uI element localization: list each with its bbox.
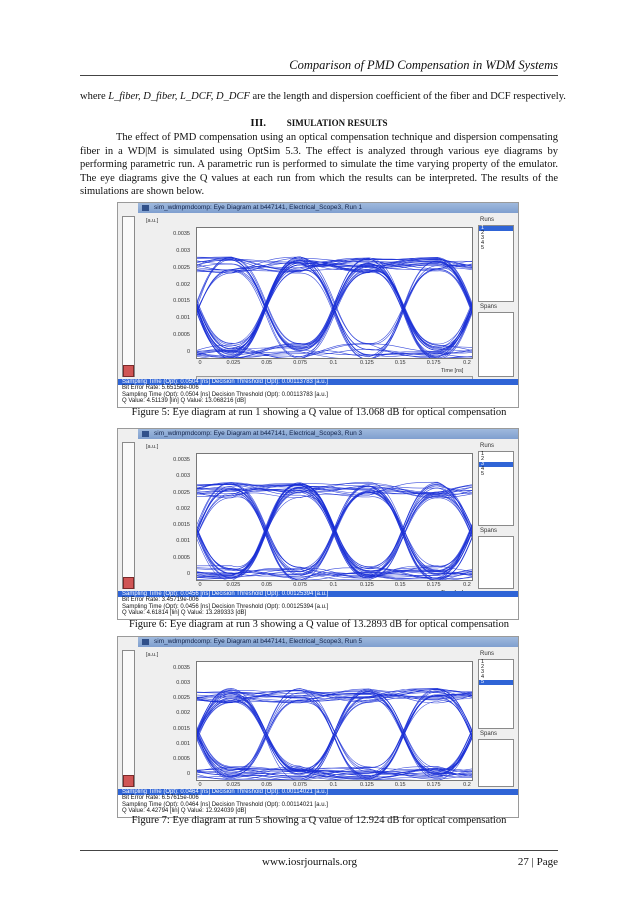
status-line: Bit Error Rate: 6.57615e-006 [122,795,199,802]
eye-plot-area [196,227,473,359]
run-item[interactable]: 4 [481,240,485,246]
run-item[interactable]: 1 [481,451,485,457]
status-line: Sampling Time (Opt): 0.0504 [ns] Decision Threshold (Opt): 0.00113783 [a.u.] [118,379,518,385]
x-tick-label: 0.175 [426,582,441,588]
figure-caption: Figure 6: Eye diagram at run 3 showing a Q value of 13.2893 dB for optical compensation [129,619,509,630]
y-tick-label: 0.0035 [173,231,190,237]
journal-running-title: Comparison of PMD Compensation in WDM Systems [289,58,558,72]
x-tick-label: 0.175 [426,782,441,788]
run-item[interactable]: 1 [481,659,485,665]
y-tick-label: 0.0015 [173,522,190,529]
run-item[interactable]: 2 [481,664,485,670]
x-tick-label: 0.025 [226,582,241,588]
where-lead: where [80,91,106,102]
window-icon [142,205,149,211]
y-tick-label: 0.0025 [173,695,190,702]
eye-diagram-window [117,636,519,818]
window-title: sim_wdmpmdcomp: Eye Diagram at b447141, Electrical_Scope3, Run 1 [154,204,363,211]
spans-list[interactable] [478,739,514,787]
y-tick-label: 0.0005 [173,755,190,762]
where-sentence [80,91,566,102]
vertical-slider[interactable] [122,650,135,787]
y-tick-label: 0.001 [176,315,190,322]
x-tick-label: 0.1 [329,582,338,588]
x-tick-label: 0.05 [261,582,273,588]
eye-trace [197,697,472,774]
y-tick-label: 0 [186,771,190,777]
vertical-slider[interactable] [122,442,135,589]
y-tick-label: 0.0005 [173,554,190,561]
y-tick-label: 0.002 [176,281,190,288]
footer-rule [80,850,558,851]
section-heading [0,117,638,129]
run-item[interactable]: 3 [481,235,485,241]
status-line: Bit Error Rate: 3.45719e-006 [122,597,199,604]
run-item[interactable]: 1 [479,226,513,231]
figure-caption: Figure 7: Eye diagram at run 5 showing a Q value of 12.924 dB for optical compensation [131,815,507,826]
x-tick-label: 0.1 [329,360,338,366]
x-tick-label: 0.075 [293,360,308,366]
status-line: Bit Error Rate: 5.65156e-006 [122,385,199,392]
x-tick-label: 0.125 [359,582,374,588]
slider-thumb[interactable] [123,775,134,787]
run-item[interactable]: 2 [481,456,485,462]
run-item[interactable]: 5 [481,471,485,477]
window-titlebar[interactable] [138,203,518,213]
eye-diagram-window [117,428,519,620]
eye-diagram-window [117,202,519,408]
y-tick-label: 0.002 [176,505,190,512]
x-tick-label: 0.05 [261,360,273,366]
y-tick-label: 0.003 [176,473,190,480]
runs-list[interactable] [478,451,514,526]
runs-header: Runs [480,217,495,223]
window-title: sim_wdmpmdcomp: Eye Diagram at b447141, Electrical_Scope3, Run 5 [154,638,363,645]
x-tick-label: 0 [198,582,202,588]
where-tail: are the length and dispersion coefficient of the fiber and DCF respectively. [252,91,566,102]
status-panel [118,379,518,407]
window-titlebar[interactable] [138,637,518,647]
status-line: Sampling Time (Opt): 0.0456 [ns] Decision Threshold (Opt): 0.00125394 [a.u.] [122,603,329,610]
status-line: Q Value: 4.51139 [lin] Q Value: 13.068216 [dB] [122,398,246,405]
y-tick-label: 0.001 [176,740,190,747]
run-item[interactable]: 5 [479,680,513,685]
y-tick-label: 0.0015 [173,298,190,305]
y-tick-label: 0.0035 [173,665,190,671]
x-tick-label: 0 [198,782,202,788]
y-tick-label: 0.0035 [173,457,190,463]
x-tick-label: 0.175 [426,360,441,366]
eye-trace [197,700,472,779]
run-item[interactable]: 5 [481,245,485,251]
y-tick-label: 0.001 [176,538,190,545]
x-tick-label: 0.15 [394,360,406,366]
status-panel [118,591,518,619]
eye-diagram-svg [197,662,472,780]
status-line: Sampling Time (Opt): 0.0504 [ns] Decision Threshold (Opt): 0.00113783 [a.u.] [122,391,328,398]
status-line: Sampling Time (Opt): 0.0464 [ns] Decision Threshold (Opt): 0.00114021 [a.u.] [122,801,328,808]
run-item[interactable]: 4 [481,674,485,680]
y-tick-label: 0.0015 [173,725,190,732]
where-symbols: L_fiber, D_fiber, L_DCF, D_DCF [108,91,250,102]
y-unit-label: [a.u.] [146,652,159,658]
window-title: sim_wdmpmdcomp: Eye Diagram at b447141, Electrical_Scope3, Run 3 [154,430,363,437]
x-tick-label: 0.025 [226,360,241,366]
footer-page: 27 | Page [517,856,558,868]
eye-diagram-svg [197,228,472,358]
y-unit-label: [a.u.] [146,444,159,450]
spans-header: Spans [480,731,498,737]
runs-header: Runs [480,443,495,449]
window-titlebar[interactable] [138,429,518,439]
y-unit-label: [a.u.] [146,218,159,224]
x-tick-label: 0.05 [261,782,273,788]
x-tick-label: 0.125 [359,782,374,788]
body-paragraph [80,131,558,199]
run-item[interactable]: 4 [481,466,485,472]
section-title: SIMULATION RESULTS [286,118,388,128]
vertical-slider[interactable] [122,216,135,377]
x-tick-label: 0 [198,360,202,366]
slider-thumb[interactable] [123,577,134,589]
status-panel [118,789,518,817]
paragraph-text: The effect of PMD compensation using an optical compensation technique and dispersion compensating fiber in a WD|M is simulated using OptSim 5.3. The effect is analyzed through various eye diagrams by performing parametric run. A parametric run is performed to simulate the time varying property of the emulator. The eye diagrams give the Q values at each run from which the results can be interpreted. The results of the simulations are shown below. [80,132,558,198]
status-line: Q Value: 4.42794 [lin] Q Value: 12.924039 [dB] [122,808,247,815]
runs-header: Runs [480,651,495,657]
eye-plot-area [196,661,473,781]
x-tick-label: 0.2 [463,582,471,588]
eye-plot-area [196,453,473,581]
spans-list[interactable] [478,536,514,589]
eye-trace [197,271,472,358]
spans-list[interactable] [478,312,514,377]
y-tick-label: 0.0025 [173,264,190,271]
y-tick-label: 0.003 [176,247,190,254]
x-tick-label: 0.1 [329,782,338,788]
x-tick-label: 0.025 [226,782,241,788]
section-number: III. [250,117,267,129]
run-item[interactable]: 3 [479,462,513,467]
window-icon [142,431,149,437]
y-tick-label: 0 [186,349,190,355]
y-tick-label: 0.0025 [173,489,190,496]
y-tick-label: 0 [186,571,190,577]
eye-diagram-svg [197,454,472,580]
slider-thumb[interactable] [123,365,134,377]
x-tick-label: 0.15 [394,782,406,788]
x-tick-label: 0.075 [293,582,308,588]
spans-header: Spans [480,304,498,310]
status-line: Sampling Time (Opt): 0.0456 [ns] Decision Threshold (Opt): 0.00125394 [a.u.] [118,591,518,597]
figure-caption: Figure 5: Eye diagram at run 1 showing a Q value of 13.068 dB for optical compensation [131,407,507,418]
footer-url[interactable]: www.iosrjournals.org [262,856,358,868]
run-item[interactable]: 2 [481,230,485,236]
x-tick-label: 0.15 [394,582,406,588]
window-icon [142,639,149,645]
runs-list[interactable] [478,225,514,302]
x-tick-label: 0.2 [463,782,471,788]
x-tick-label: 0.2 [463,360,471,366]
spans-header: Spans [480,528,498,534]
x-tick-label: 0.125 [359,360,374,366]
header-rule [80,75,558,76]
status-line: Q Value: 4.61814 [lin] Q Value: 13.289333 [dB] [122,610,247,617]
x-tick-label: 0.075 [293,782,308,788]
y-tick-label: 0.003 [176,680,190,687]
run-item[interactable]: 3 [481,669,485,675]
y-tick-label: 0.002 [176,710,190,717]
runs-list[interactable] [478,659,514,729]
x-axis-label: Time [ns] [441,368,464,374]
y-tick-label: 0.0005 [173,332,190,339]
status-line: Sampling Time (Opt): 0.0464 [ns] Decision Threshold (Opt): 0.00114021 [a.u.] [118,789,518,795]
